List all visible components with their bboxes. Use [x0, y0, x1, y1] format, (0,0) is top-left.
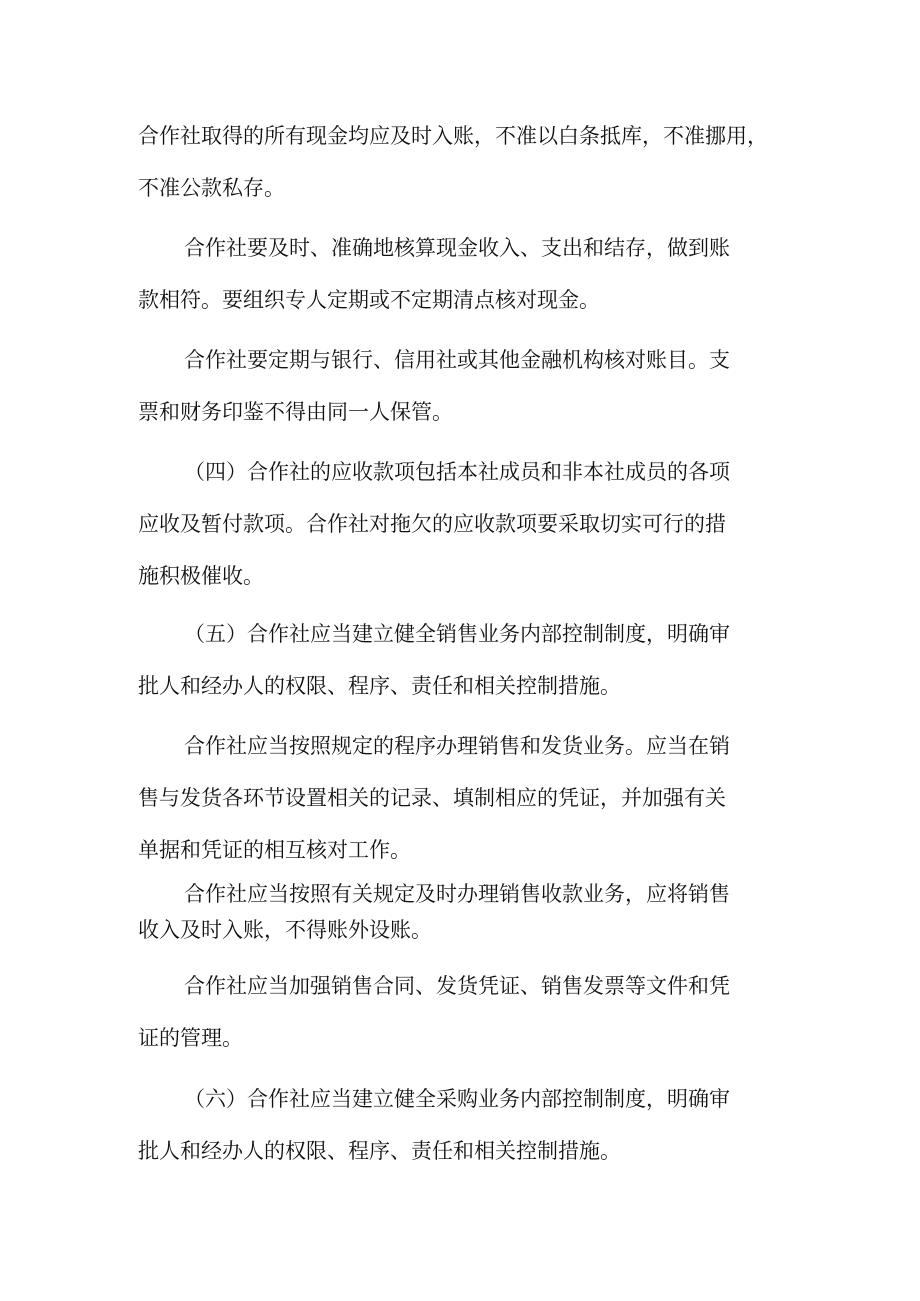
text-line: （五）合作社应当建立健全销售业务内部控制制度，明确审 [184, 622, 730, 646]
paragraph-sales-control [138, 608, 798, 712]
text-line: 合作社要定期与银行、信用社或其他金融机构核对账目。支 [184, 348, 730, 372]
paragraph-cash-deposit [138, 110, 798, 214]
paragraph-cash-accounting [138, 222, 798, 326]
text-line: 收入及时入账，不得账外设账。 [138, 918, 432, 942]
text-line: 售与发货各环节设置相关的记录、填制相应的凭证，并加强有关 [138, 786, 726, 810]
text-line: 合作社要及时、准确地核算现金收入、支出和结存，做到账 [184, 236, 730, 260]
text-line: 不准公款私存。 [138, 176, 285, 200]
paragraph-receivables [138, 446, 798, 602]
paragraph-sales-collection [138, 876, 798, 948]
text-line: 合作社取得的所有现金均应及时入账，不准以白条抵库，不准挪用， [138, 124, 768, 148]
text-line: 证的管理。 [138, 1026, 243, 1050]
text-line: 批人和经办人的权限、程序、责任和相关控制措施。 [138, 674, 621, 698]
text-line: 应收及暂付款项。合作社对拖欠的应收款项要采取切实可行的措 [138, 512, 726, 536]
text-line: 合作社应当加强销售合同、发货凭证、销售发票等文件和凭 [184, 974, 730, 998]
text-line: （六）合作社应当建立健全采购业务内部控制制度，明确审 [184, 1087, 730, 1111]
paragraph-sales-procedure [138, 720, 798, 876]
paragraph-purchase-control [138, 1073, 798, 1177]
text-line: 合作社应当按照有关规定及时办理销售收款业务，应将销售 [184, 882, 730, 906]
paragraph-sales-documents [138, 960, 798, 1064]
paragraph-bank-reconciliation [138, 334, 798, 438]
text-line: 施积极催收。 [138, 564, 264, 588]
text-line: 票和财务印鉴不得由同一人保管。 [138, 400, 453, 424]
text-line: 款相符。要组织专人定期或不定期清点核对现金。 [138, 288, 600, 312]
text-line: 批人和经办人的权限、程序、责任和相关控制措施。 [138, 1139, 621, 1163]
text-line: 单据和凭证的相互核对工作。 [138, 838, 411, 862]
text-line: （四）合作社的应收款项包括本社成员和非本社成员的各项 [184, 460, 730, 484]
text-line: 合作社应当按照规定的程序办理销售和发货业务。应当在销 [184, 734, 730, 758]
